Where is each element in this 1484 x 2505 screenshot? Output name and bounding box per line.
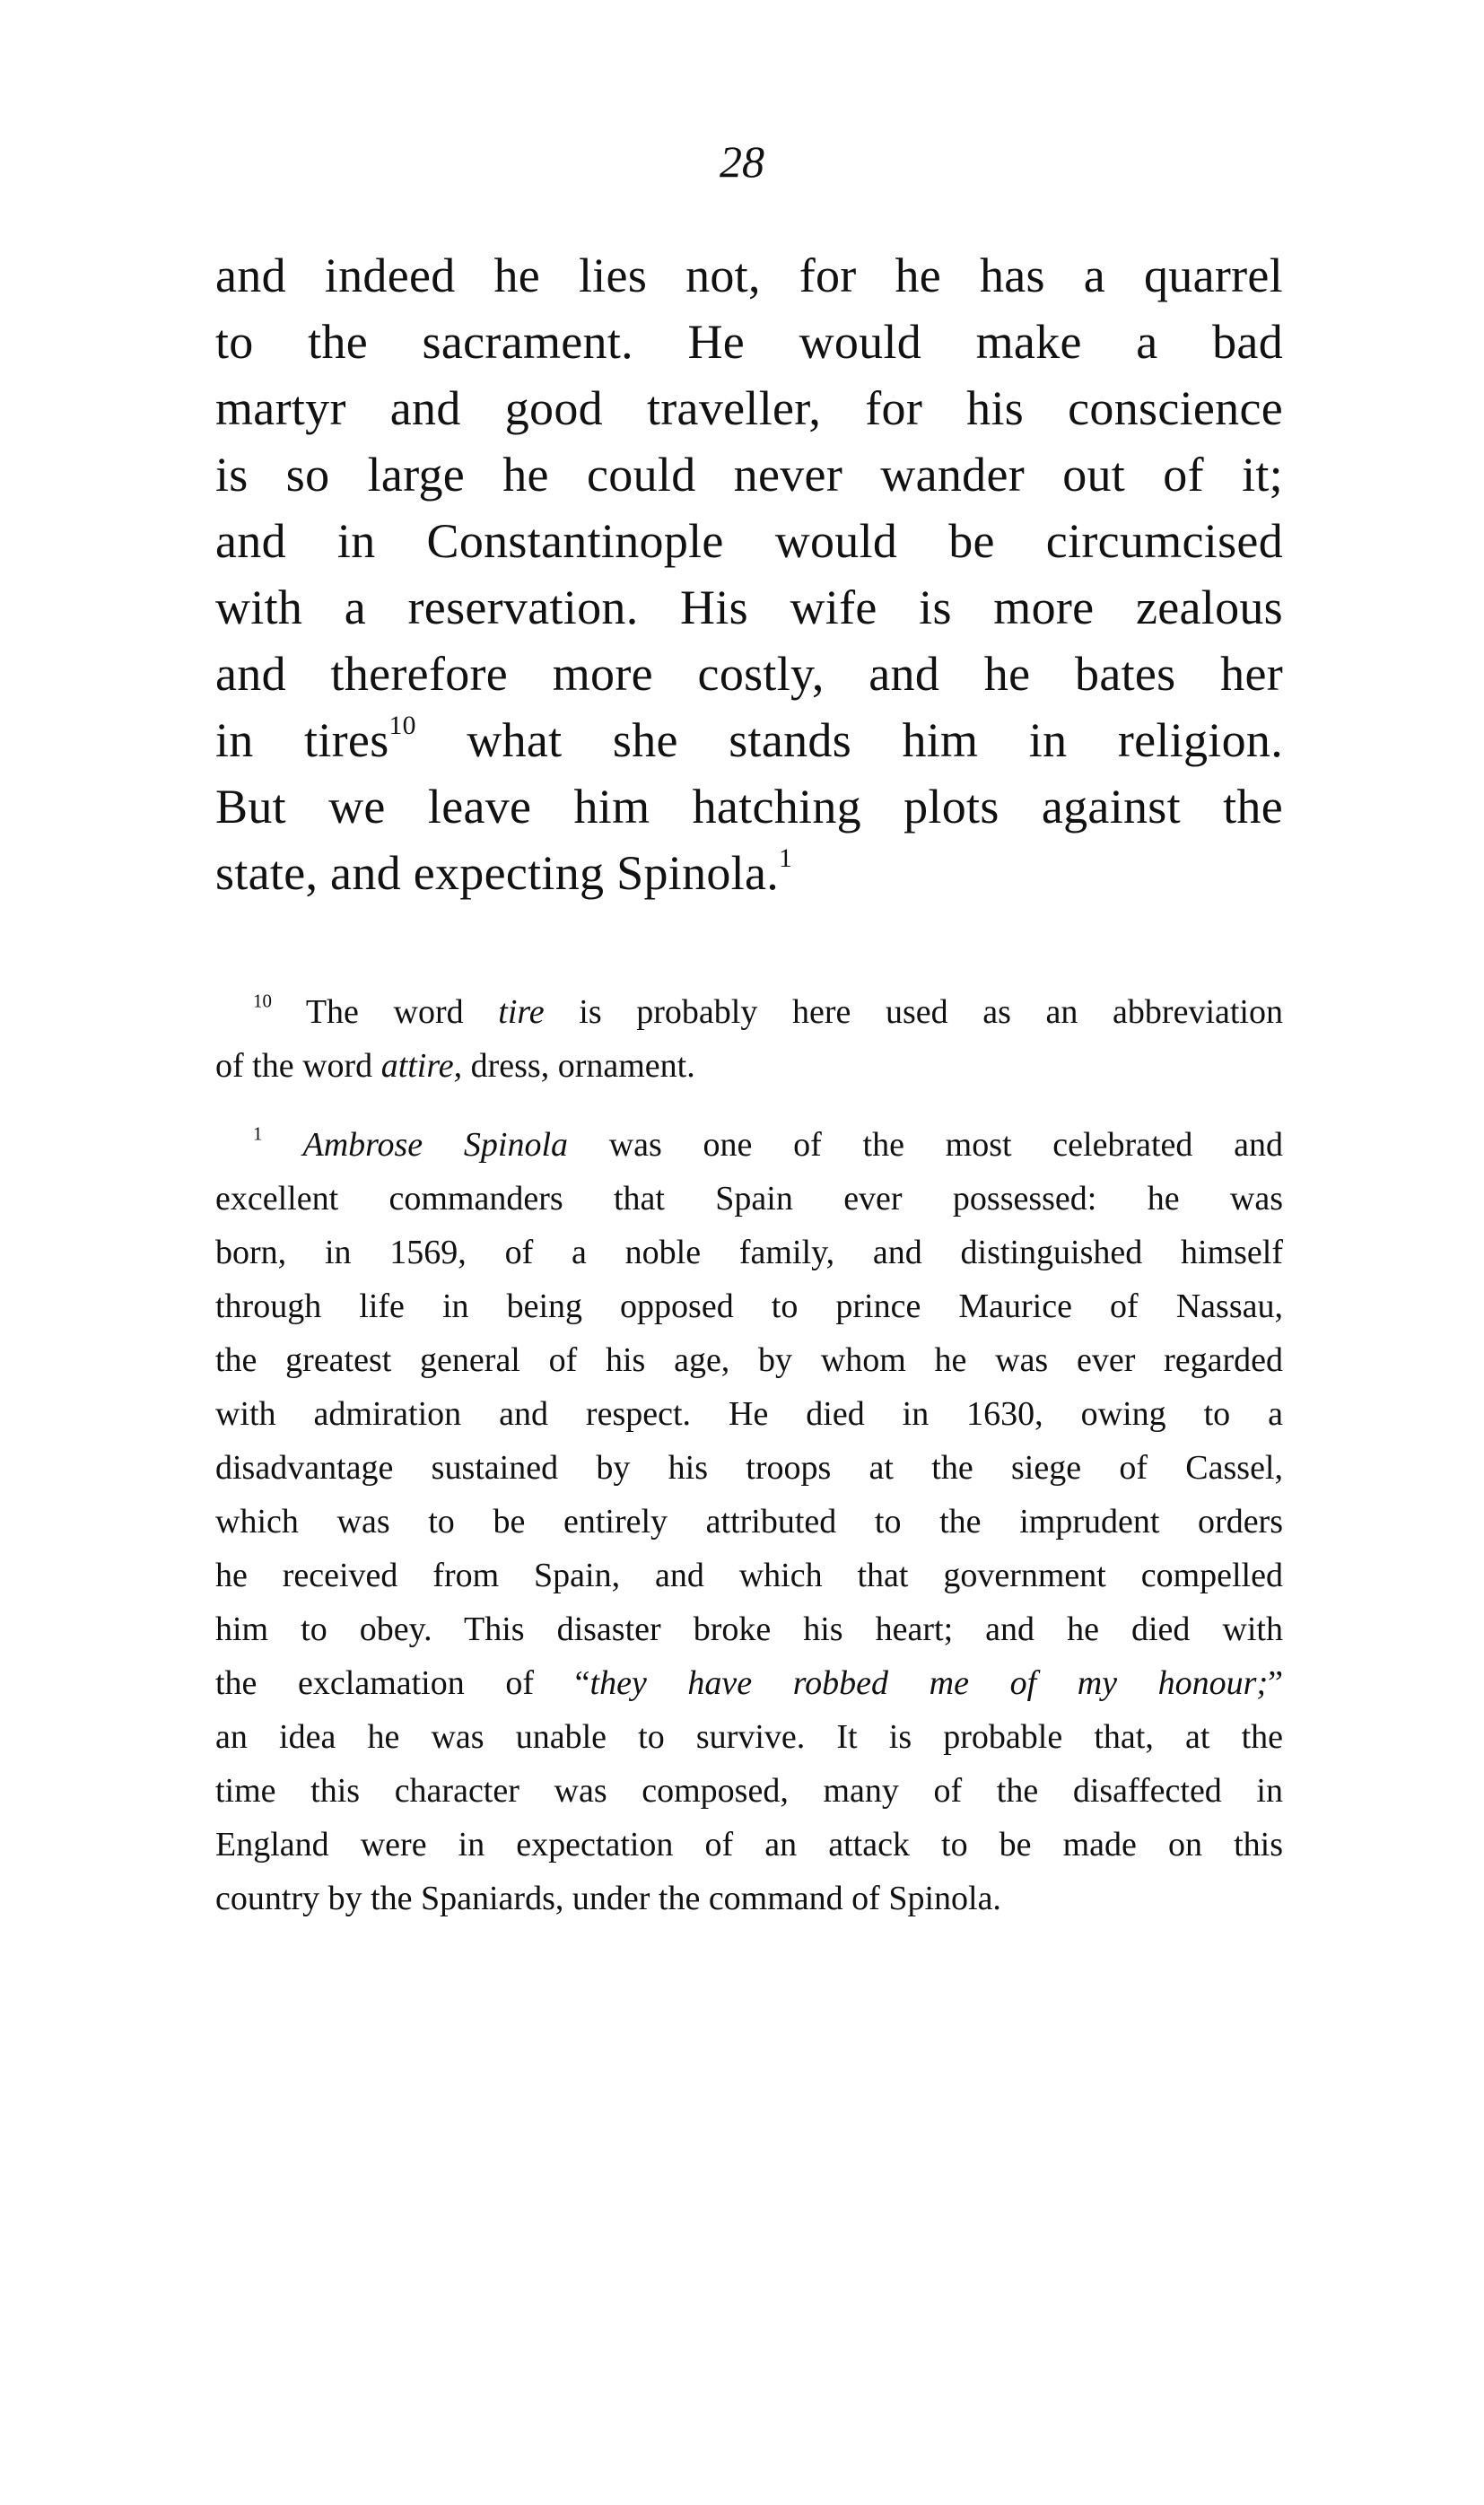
footnote-1-line [215, 1656, 1283, 1710]
footnote-1-line: time this character was composed, many of the disaffected in [215, 1772, 1283, 1810]
footnote-1-line: country by the Spaniards, under the command of Spinola. [215, 1880, 1001, 1917]
footnote-1-line: an idea he was unable to survive. It is probable that, at the [215, 1718, 1283, 1756]
text-line: with a reservation. His wife is more zealous [215, 580, 1283, 634]
text-line: and indeed he lies not, for he has a quarrel [215, 249, 1283, 302]
text-fragment: ” [1268, 1664, 1284, 1702]
footnote-1-line: with admiration and respect. He died in 1630, owing to a [215, 1395, 1283, 1433]
text-fragment: in tires [215, 713, 389, 767]
footnote-1-line: excellent commanders that Spain ever possessed: he was [215, 1180, 1283, 1218]
text-line: to the sacrament. He would make a bad [215, 315, 1283, 369]
footnote-marker: 10 [253, 990, 272, 1012]
page-number: 28 [720, 136, 764, 187]
footnote-10-line [215, 985, 1283, 1039]
footnote-marker: 1 [253, 1122, 263, 1145]
main-text [215, 242, 1283, 906]
text-line: and in Constantinople would be circumcised [215, 514, 1283, 568]
italic-fragment: Ambrose Spinola [262, 1126, 569, 1164]
text-fragment: the exclamation of “ [215, 1664, 590, 1702]
text-line: is so large he could never wander out of it; [215, 448, 1283, 502]
footnote-1-line: through life in being opposed to prince Maurice of Nassau, [215, 1287, 1283, 1325]
footnote-1-line [215, 1118, 1283, 1172]
text-fragment: is probably here used as an abbreviation [544, 993, 1283, 1031]
text-line [215, 707, 1283, 773]
footnote-1-line: he received from Spain, and which that government compelled [215, 1557, 1283, 1594]
footnote-gap [215, 1093, 1283, 1118]
text-line: But we leave him hatching plots against the [215, 780, 1283, 834]
footnotes [215, 985, 1283, 1925]
text-fragment: state, and expecting Spinola. [215, 846, 780, 900]
text-fragment: what she stands him in religion. [415, 713, 1284, 767]
text-line: and therefore more costly, and he bates her [215, 647, 1283, 701]
italic-fragment: attire, [380, 1047, 463, 1085]
footnote-1-line: born, in 1569, of a noble family, and distinguished himself [215, 1234, 1283, 1271]
text-fragment: of the word [215, 1047, 381, 1085]
footnote-1-line: the greatest general of his age, by whom he was ever regarded [215, 1341, 1283, 1379]
footnote-1-line: England were in expectation of an attack to be made on this [215, 1826, 1283, 1863]
text-fragment: The word [271, 993, 499, 1031]
text-fragment: dress, ornament. [462, 1047, 695, 1085]
italic-fragment: they have robbed me of my honour; [589, 1664, 1269, 1702]
footnote-1-line: disadvantage sustained by his troops at the siege of Cassel, [215, 1449, 1283, 1487]
text-fragment: was one of the most celebrated and [568, 1126, 1283, 1164]
footnote-ref-10: 10 [388, 711, 416, 740]
text-line: martyr and good traveller, for his conscience [215, 381, 1283, 435]
footnote-1-line: him to obey. This disaster broke his heart; and he died with [215, 1610, 1283, 1648]
italic-fragment: tire [498, 993, 545, 1031]
footnote-ref-1: 1 [779, 843, 793, 873]
footnote-1-line: which was to be entirely attributed to the imprudent orders [215, 1503, 1283, 1541]
footnote-10-line [215, 1039, 1283, 1093]
text-line [215, 840, 1283, 906]
